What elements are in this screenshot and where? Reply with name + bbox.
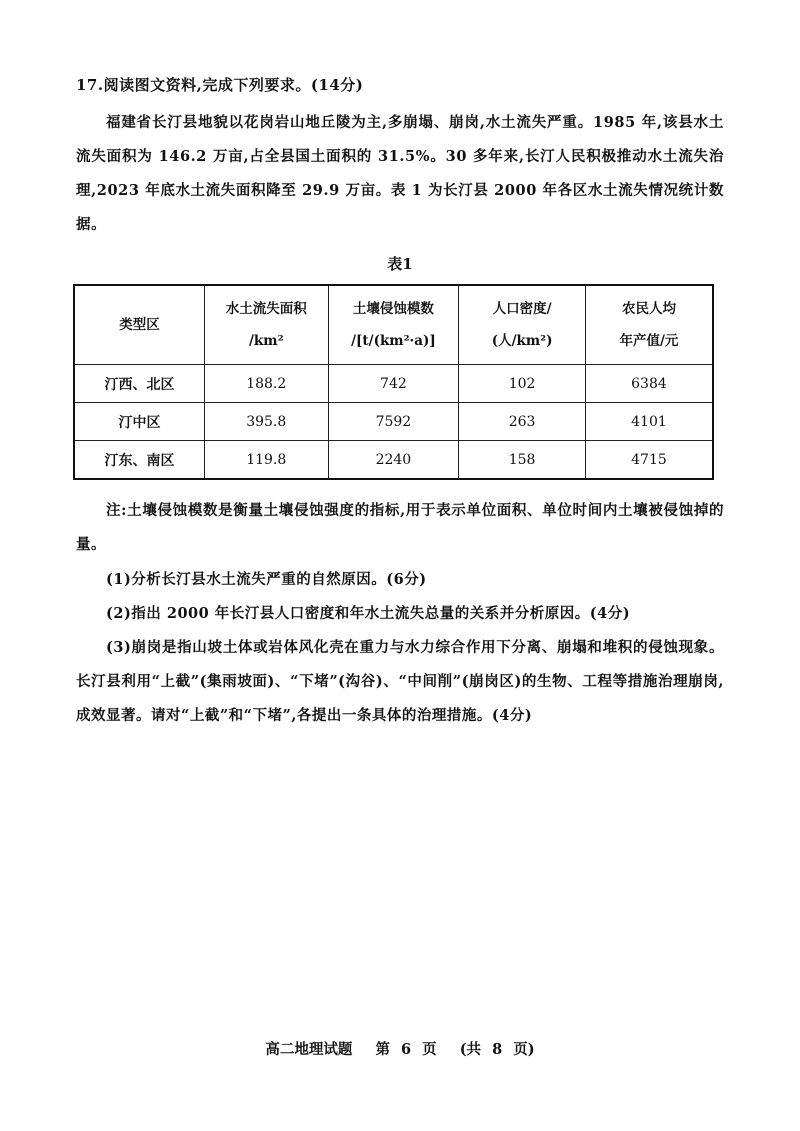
cell-income: 4715	[585, 441, 713, 480]
cell-area: 119.8	[204, 441, 328, 480]
header-erosion-line2: /[t/(km²·a)]	[351, 333, 436, 349]
header-income-line1: 农民人均	[621, 301, 676, 317]
page-footer	[0, 1038, 800, 1059]
table-note: 注:土壤侵蚀模数是衡量土壤侵蚀强度的指标,用于表示单位面积、单位时间内土壤被侵蚀掉的量。	[76, 502, 724, 553]
header-type-label: 类型区	[119, 317, 160, 333]
question-title: 17.阅读图文资料,完成下列要求。(14分)	[76, 76, 364, 94]
header-area-line1: 水土流失面积	[225, 301, 307, 317]
cell-region: 汀中区	[74, 403, 204, 441]
header-density-line2: (人/km²)	[491, 333, 553, 349]
cell-region: 汀西、北区	[74, 365, 204, 403]
header-density-line1: 人口密度/	[492, 301, 552, 317]
cell-area: 395.8	[204, 403, 328, 441]
cell-density: 158	[459, 441, 586, 480]
sub-question-1: (1)分析长汀县水土流失严重的自然原因。(6分)	[106, 571, 427, 588]
cell-income: 6384	[585, 365, 713, 403]
question-intro: 福建省长汀县地貌以花岗岩山地丘陵为主,多崩塌、崩岗,水土流失严重。1985 年,该县水土流失面积为 146.2 万亩,占全县国土面积的 31.5%。30 多年来,长汀人民积极推动水土流失治理,2023 年底水土流失面积降至 29.9 万亩。表 1 为长汀县 2000 年各区水土流失情况统计数据。	[76, 114, 724, 233]
header-area	[204, 285, 328, 365]
header-erosion	[328, 285, 459, 365]
sub-question-3: (3)崩岗是指山坡土体或岩体风化壳在重力与水力综合作用下分离、崩塌和堆积的侵蚀现象。长汀县利用“上截”(集雨坡面)、“下堵”(沟谷)、“中间削”(崩岗区)的生物、工程等措施治理崩岗,成效显著。请对“上截”和“下堵”,各提出一条具体的治理措施。(4分)	[76, 639, 724, 724]
header-type	[74, 285, 204, 365]
cell-density: 263	[459, 403, 586, 441]
footer-total-pages: (共 8 页)	[459, 1041, 535, 1058]
table-row	[74, 365, 713, 403]
header-density	[459, 285, 586, 365]
cell-erosion: 7592	[328, 403, 459, 441]
table-header-row	[74, 285, 713, 365]
table-row	[74, 403, 713, 441]
cell-region: 汀东、南区	[74, 441, 204, 480]
header-area-line2: /km²	[249, 333, 284, 349]
table-caption: 表1	[387, 255, 413, 273]
footer-subject: 高二地理试题	[265, 1041, 353, 1058]
sub-question-2: (2)指出 2000 年长汀县人口密度和年水土流失总量的关系并分析原因。(4分)	[106, 605, 631, 622]
table-row	[74, 441, 713, 480]
cell-density: 102	[459, 365, 586, 403]
cell-erosion: 742	[328, 365, 459, 403]
cell-income: 4101	[585, 403, 713, 441]
cell-area: 188.2	[204, 365, 328, 403]
header-erosion-line1: 土壤侵蚀模数	[352, 301, 434, 317]
footer-page-number: 第 6 页	[375, 1041, 437, 1058]
erosion-data-table	[73, 284, 714, 480]
header-income	[585, 285, 713, 365]
cell-erosion: 2240	[328, 441, 459, 480]
header-income-line2: 年产值/元	[619, 333, 679, 349]
